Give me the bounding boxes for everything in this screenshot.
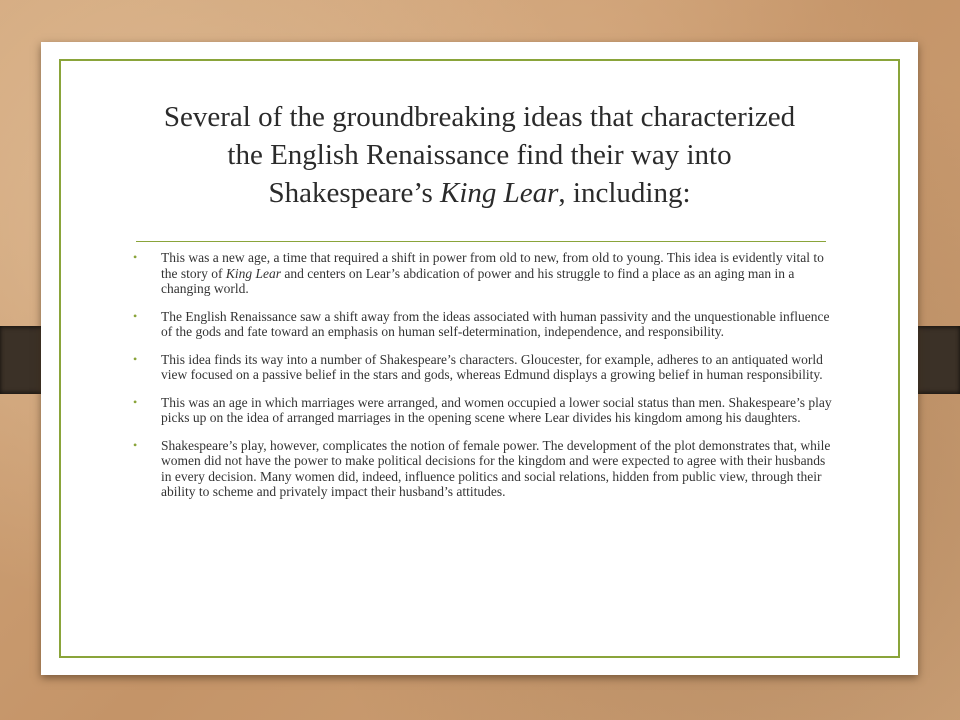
bullet-text: This was an age in which marriages were arranged, and women occupied a lower social status than men. Shakespeare’s play picks up on the idea of arranged marriages in the opening scene where Lear divides his kingdom among his daughters. [161, 394, 832, 425]
bullet-item [125, 438, 833, 500]
slide-card [41, 42, 918, 675]
title-line-2: the English Renaissance find their way into [227, 139, 732, 171]
title-play-name: King Lear [439, 177, 559, 209]
bullet-item [125, 309, 833, 340]
title-line-1: Several of the groundbreaking ideas that characterized [163, 101, 796, 133]
slide-title [81, 98, 878, 212]
bullet-icon: • [133, 437, 138, 452]
bullet-text: The English Renaissance saw a shift away from the ideas associated with human passivity and the unquestionable influence of the gods and fate toward an emphasis on human self-determination, independence, and responsibility. [161, 308, 830, 339]
title-divider [136, 241, 826, 242]
bullet-text: Shakespeare’s play, however, complicates the notion of female power. The development of the plot demonstrates that, while women did not have the power to make political decisions for the kingdom and were expected to agree with their husbands in every decision. Many women did, indeed, influence politics and social relations, hidden from public view, through their ability to scheme and privately impact their husband’s attitudes. [161, 437, 831, 499]
title-line-3-suffix: , including: [558, 177, 691, 209]
bullet-list [125, 250, 833, 512]
bullet-text-end: and centers on Lear’s abdication of power and his struggle to find a place as an aging man in a changing world. [161, 265, 795, 296]
bullet-item [125, 352, 833, 383]
bullet-item [125, 395, 833, 426]
title-line-3-prefix: Shakespeare’s [268, 177, 440, 209]
bullet-text: This idea finds its way into a number of Shakespeare’s characters. Gloucester, for example, adheres to an antiquated world view focused on a passive belief in the stars and gods, whereas Edmund displays a growing belief in human responsibility. [161, 351, 823, 382]
bullet-item [125, 250, 833, 297]
bullet-icon: • [133, 308, 138, 323]
bullet-play-name: King Lear [225, 265, 282, 281]
bullet-text-start: This was a new age, a time that required a shift in power from old to new, from old to young. This idea is evidently vital to the story of [161, 250, 824, 281]
bullet-icon: • [133, 250, 138, 264]
bullet-icon: • [133, 394, 138, 409]
bullet-icon: • [133, 351, 138, 366]
